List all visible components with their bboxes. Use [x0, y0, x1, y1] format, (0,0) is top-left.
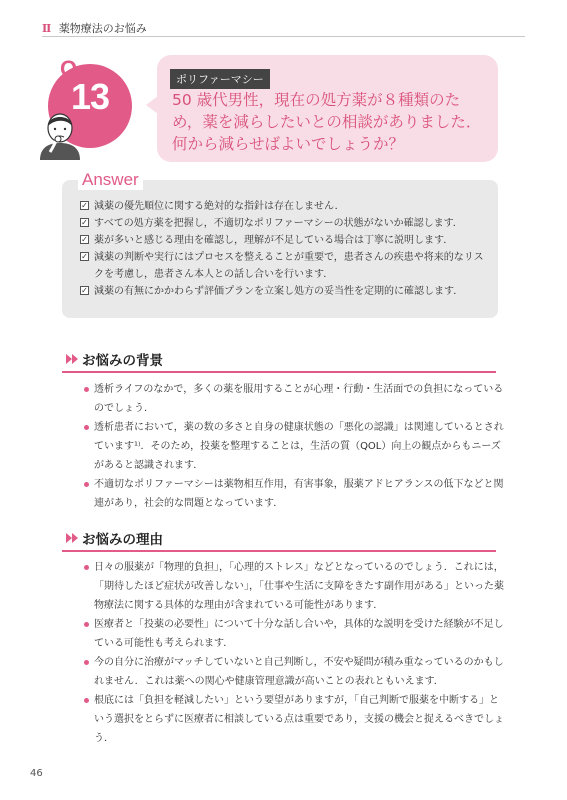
question-letter: Q	[60, 56, 78, 81]
answer-list	[80, 198, 492, 300]
list-item: 今の自分に治療がマッチしていないと自己判断し，不安や疑問が積み重なっているのかもしれません．これは薬への関心や健康管理意識が高いことの表れともいえます．	[84, 653, 504, 691]
answer-item: ✓ 減薬の有無にかかわらず評価プランを立案し処方の妥当性を定期的に確認します．	[81, 286, 464, 297]
answer-title: Answer	[78, 170, 143, 190]
reasons-list	[84, 558, 504, 748]
checkbox-icon: ✓	[81, 201, 88, 210]
answer-item: ✓ 薬が多いと感じる理由を確認し，理解が不足している場合は丁寧に説明します．	[81, 235, 454, 246]
answer-item: ✓ すべての処方薬を把握し，不適切なポリファーマシーの状態がないか確認します．	[81, 218, 463, 229]
background-list	[84, 380, 504, 513]
question-number: 13	[70, 76, 110, 117]
section-title: お悩みの理由	[82, 532, 163, 548]
chapter-number: Ⅱ	[42, 22, 52, 35]
topic-tag: ポリファーマシー	[170, 69, 270, 89]
section-header-background	[62, 349, 496, 373]
answer-item: ✓ 減薬の判断や実行にはプロセスを整えることが重要で，患者さんの疾患や将来的なリスクを考慮し，患者さん本人との話し合いを行います．	[81, 252, 484, 280]
list-item: 医療者と「投薬の必要性」について十分な話し合いや，具体的な説明を受けた経験が不足している可能性も考えられます．	[84, 615, 504, 653]
page-number: 46	[30, 768, 43, 779]
list-item: 不適切なポリファーマシーは薬物相互作用，有害事象，服薬アドヒアランスの低下などと関連があり，社会的な問題となっています．	[84, 475, 504, 513]
answer-item: ✓ 減薬の優先順位に関する絶対的な指針は存在しません．	[81, 201, 345, 212]
checkbox-icon: ✓	[81, 218, 88, 227]
list-item: 透析ライフのなかで，多くの薬を服用することが心理・行動・生活面での負担になっているのでしょう．	[84, 380, 504, 418]
checkbox-icon: ✓	[81, 286, 88, 295]
chapter-header	[42, 20, 147, 36]
checkbox-icon: ✓	[81, 252, 88, 261]
list-item: 透析患者において，薬の数の多さと自身の健康状態の「悪化の認識」は関連しているとされています¹⁾．そのため，投薬を整理することは，生活の質（QOL）向上の観点からもニーズがあると認識されます．	[84, 418, 504, 475]
section-title: お悩みの背景	[82, 353, 163, 369]
checkbox-icon: ✓	[81, 235, 88, 244]
worried-person-icon	[36, 108, 84, 160]
section-header-reasons	[62, 528, 496, 552]
list-item: 根底には「負担を軽減したい」という要望がありますが，「自己判断で服薬を中断する」という選択をとらずに医療者に相談している点は重要であり，支援の機会と捉えるべきでしょう．	[84, 691, 504, 748]
list-item: 日々の服薬が「物理的負担」，「心理的ストレス」などとなっているのでしょう．これには，「期待したほど症状が改善しない」，「仕事や生活に支障をきたす副作用がある」といった薬物療法に関する具体的な理由が含まれている可能性があります．	[84, 558, 504, 615]
question-text: 50 歳代男性，現在の処方薬が８種類のため，薬を減らしたいとの相談がありました．何から減らせばよいでしょうか？	[172, 91, 482, 153]
chapter-title: 薬物療法のお悩み	[58, 22, 147, 35]
header-divider	[42, 36, 525, 37]
